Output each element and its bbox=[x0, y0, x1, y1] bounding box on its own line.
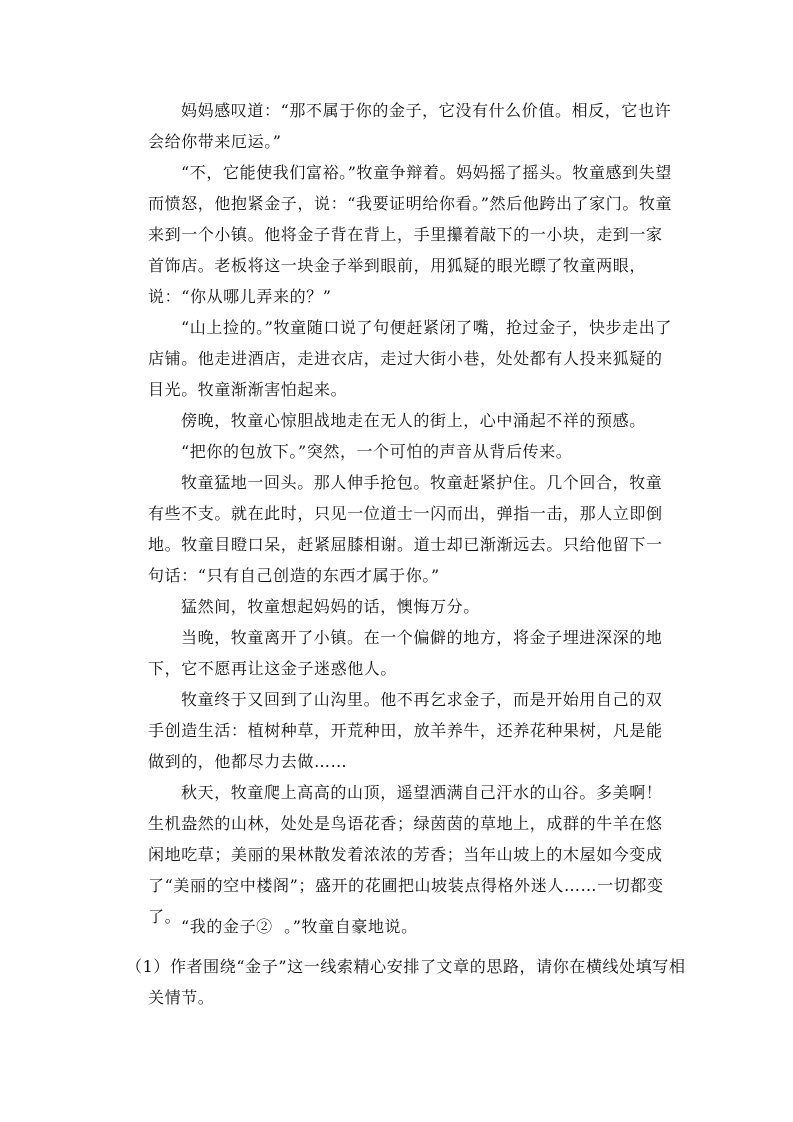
paragraph-8: 当晚，牧童离开了小镇。在一个偏僻的地方，将金子埋进深深的地下，它不愿再让这金子迷惑他人。 bbox=[148, 628, 663, 678]
paragraph-6: 牧童猛地一回头。那人伸手抢包。牧童赶紧护住。几个回合，牧童有些不支。就在此时，只见一位道士一闪而出，弹指一击，那人立即倒地。牧童目瞪口呆，赶紧屈膝相谢。道士却已渐渐远去。只给他留下一句话：“只有自己创造的东西才属于你。” bbox=[148, 473, 663, 585]
paragraph-2: “不，它能使我们富裕。”牧童争辩着。妈妈摇了摇头。牧童感到失望而愤怒，他抱紧金子，说：“我要证明给你看。”然后他跨出了家门。牧童来到一个小镇。他将金子背在背上，手里攥着敲下的一小块，走到一家首饰店。老板将这一块金子举到眼前，用狐疑的眼光瞟了牧童两眼，说：“你从哪儿弄来的？” bbox=[148, 163, 673, 306]
paragraph-9: 牧童终于又回到了山沟里。他不再乞求金子，而是开始用自己的双手创造生活：植树种草，开荒种田，放羊养牛，还养花种果树，凡是能做到的，他都尽力去做…… bbox=[148, 690, 663, 771]
paragraph-10: 秋天，牧童爬上高高的山顶，遥望洒满自己汗水的山谷。多美啊！生机盎然的山林，处处是鸟语花香；绿茵茵的草地上，成群的牛羊在悠闲地吃草；美丽的果林散发着浓浓的芳香；当年山坡上的木屋如今变成了“美丽的空中楼阁”；盛开的花圃把山坡装点得格外迷人……一切都变了。 bbox=[148, 783, 664, 926]
paragraph-4: 傍晚，牧童心惊胆战地走在无人的街上，心中涌起不祥的预感。 bbox=[181, 411, 646, 430]
paragraph-1: 妈妈感叹道：“那不属于你的金子，它没有什么价值。相反，它也许会给你带来厄运。” bbox=[148, 101, 672, 151]
paragraph-5: “把你的包放下。”突然，一个可怕的声音从背后传来。 bbox=[181, 442, 573, 461]
paragraph-7: 猛然间，牧童想起妈妈的话，懊悔万分。 bbox=[181, 597, 480, 616]
question-1: （1）作者围绕“金子”这一线索精心安排了文章的思路，请你在横线处填写相关情节。 bbox=[126, 957, 686, 1007]
paragraph-3: “山上捡的。”牧童随口说了句便赶紧闭了嘴，抢过金子，快步走出了店铺。他走进酒店，走进衣店，走过大街小巷，处处都有人投来狐疑的目光。牧童渐渐害怕起来。 bbox=[148, 318, 672, 399]
paragraph-11: “我的金子② 。”牧童自豪地说。 bbox=[181, 917, 418, 936]
